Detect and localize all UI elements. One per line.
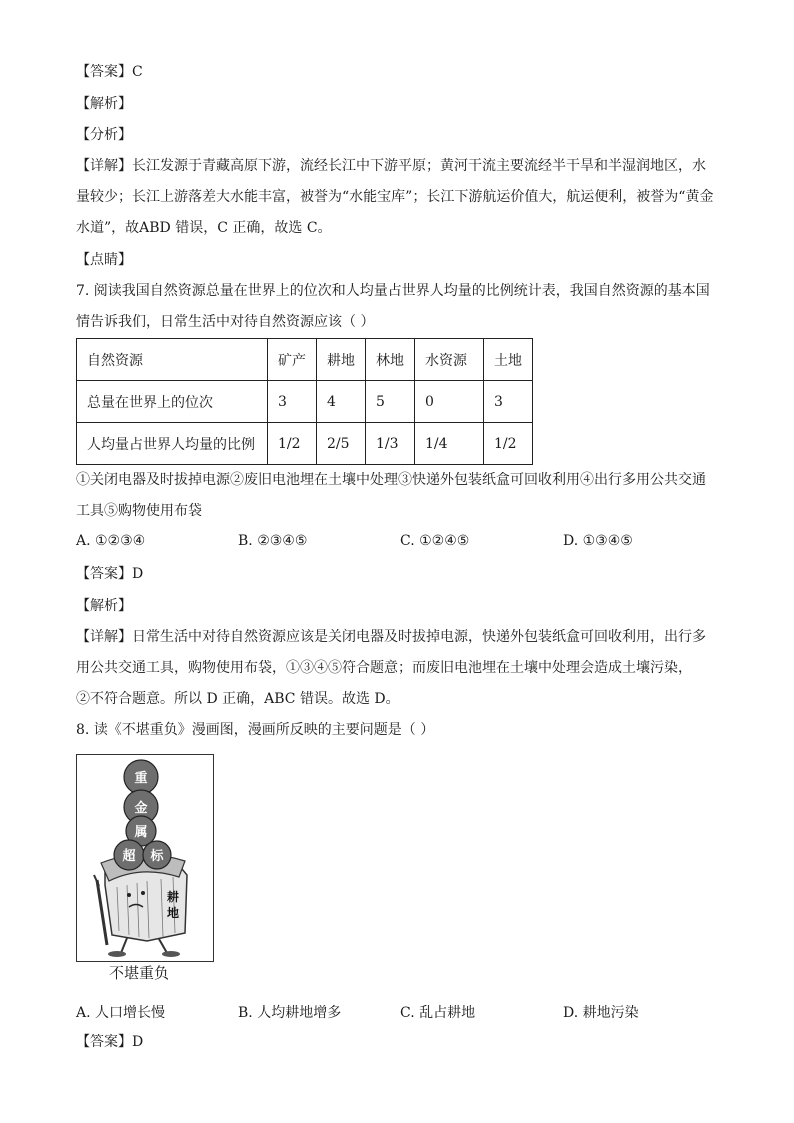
q7-analysis-heading: 【解析】 xyxy=(76,598,132,614)
q8-options xyxy=(76,1002,716,1024)
cartoon-image xyxy=(76,754,214,962)
stone-char-5: 标 xyxy=(150,849,164,864)
q8-option-a[interactable]: A. 人口增长慢 xyxy=(76,1005,166,1021)
table-cell: 1/3 xyxy=(366,423,415,465)
cartoon-caption: 不堪重负 xyxy=(109,964,170,982)
q6-detail-line-2: 量较少；长江上游落差大水能丰富，被誉为“水能宝库”；长江下游航运价值大，航运便利，被誉为“黄金 xyxy=(76,189,714,205)
table-header-cell: 水资源 xyxy=(415,339,484,381)
field-char-1: 耕 xyxy=(166,890,180,904)
table-header-cell: 林地 xyxy=(366,339,415,381)
q7-answer: 【答案】D xyxy=(76,566,144,582)
table-header-row xyxy=(77,339,533,381)
stone-char-2: 金 xyxy=(134,801,148,816)
q7-options xyxy=(76,533,716,555)
table-cell: 4 xyxy=(317,381,366,423)
table-row xyxy=(77,423,533,465)
q7-items-line-1: ①关闭电器及时拔掉电源②废旧电池埋在土壤中处理③快递外包装纸盒可回收利用④出行多用公共交通 xyxy=(76,472,706,488)
q8-option-d[interactable]: D. 耕地污染 xyxy=(563,1005,639,1021)
q7-stem-line-1: 7. 阅读我国自然资源总量在世界上的位次和人均量占世界人均量的比例统计表，我国自然资源的基本国 xyxy=(76,283,710,299)
table-cell: 1/4 xyxy=(415,423,484,465)
table-cell: 1/2 xyxy=(484,423,533,465)
field-char-2: 地 xyxy=(166,906,180,920)
q6-detail-line-3: 水道”，故ABD 错误，C 正确，故选 C。 xyxy=(76,220,332,236)
q7-items-line-2: 工具⑤购物使用布袋 xyxy=(76,503,202,519)
table-cell: 人均量占世界人均量的比例 xyxy=(77,423,268,465)
q7-option-a[interactable]: A. ①②③④ xyxy=(76,533,146,549)
table-cell: 1/2 xyxy=(268,423,317,465)
table-header-cell: 土地 xyxy=(484,339,533,381)
stone-char-1: 重 xyxy=(134,771,148,786)
table-cell: 3 xyxy=(268,381,317,423)
q7-option-b[interactable]: B. ②③④⑤ xyxy=(238,533,308,549)
stone-char-3: 属 xyxy=(134,825,148,840)
table-cell: 3 xyxy=(484,381,533,423)
q7-stem-line-2: 情告诉我们，日常生活中对待自然资源应该（ ） xyxy=(76,314,375,330)
q6-answer: 【答案】C xyxy=(76,64,143,80)
table-cell: 总量在世界上的位次 xyxy=(77,381,268,423)
q7-detail-line-1: 【详解】日常生活中对待自然资源应该是关闭电器及时拔掉电源，快递外包装纸盒可回收利用，出行多 xyxy=(76,629,706,645)
table-cell: 5 xyxy=(366,381,415,423)
q7-detail-line-3: ②不符合题意。所以 D 正确，ABC 错误。故选 D。 xyxy=(76,691,400,707)
q8-option-b[interactable]: B. 人均耕地增多 xyxy=(238,1005,342,1021)
q7-option-d[interactable]: D. ①③④⑤ xyxy=(563,533,633,549)
resource-table xyxy=(76,338,533,465)
cartoon-drawing xyxy=(77,755,213,961)
q6-detail-line-1: 【详解】长江发源于青藏高原下游，流经长江中下游平原；黄河干流主要流经半干旱和半湿润地区，水 xyxy=(76,158,706,174)
q6-fenxi-heading: 【分析】 xyxy=(76,127,132,143)
q7-option-c[interactable]: C. ①②④⑤ xyxy=(400,533,470,549)
table-header-cell: 耕地 xyxy=(317,339,366,381)
table-cell: 0 xyxy=(415,381,484,423)
q7-detail-line-2: 用公共交通工具，购物使用布袋，①③④⑤符合题意；而废旧电池埋在土壤中处理会造成土壤污染， xyxy=(76,660,692,676)
stone-char-4: 超 xyxy=(122,849,136,864)
q8-stem: 8. 读《不堪重负》漫画图，漫画所反映的主要问题是（ ） xyxy=(76,722,435,738)
q6-analysis-heading: 【解析】 xyxy=(76,96,132,112)
table-header-cell: 自然资源 xyxy=(77,339,268,381)
q8-option-c[interactable]: C. 乱占耕地 xyxy=(400,1005,476,1021)
q8-answer: 【答案】D xyxy=(76,1034,144,1050)
q6-dianjing-heading: 【点睛】 xyxy=(76,252,132,268)
table-header-cell: 矿产 xyxy=(268,339,317,381)
table-cell: 2/5 xyxy=(317,423,366,465)
table-row xyxy=(77,381,533,423)
